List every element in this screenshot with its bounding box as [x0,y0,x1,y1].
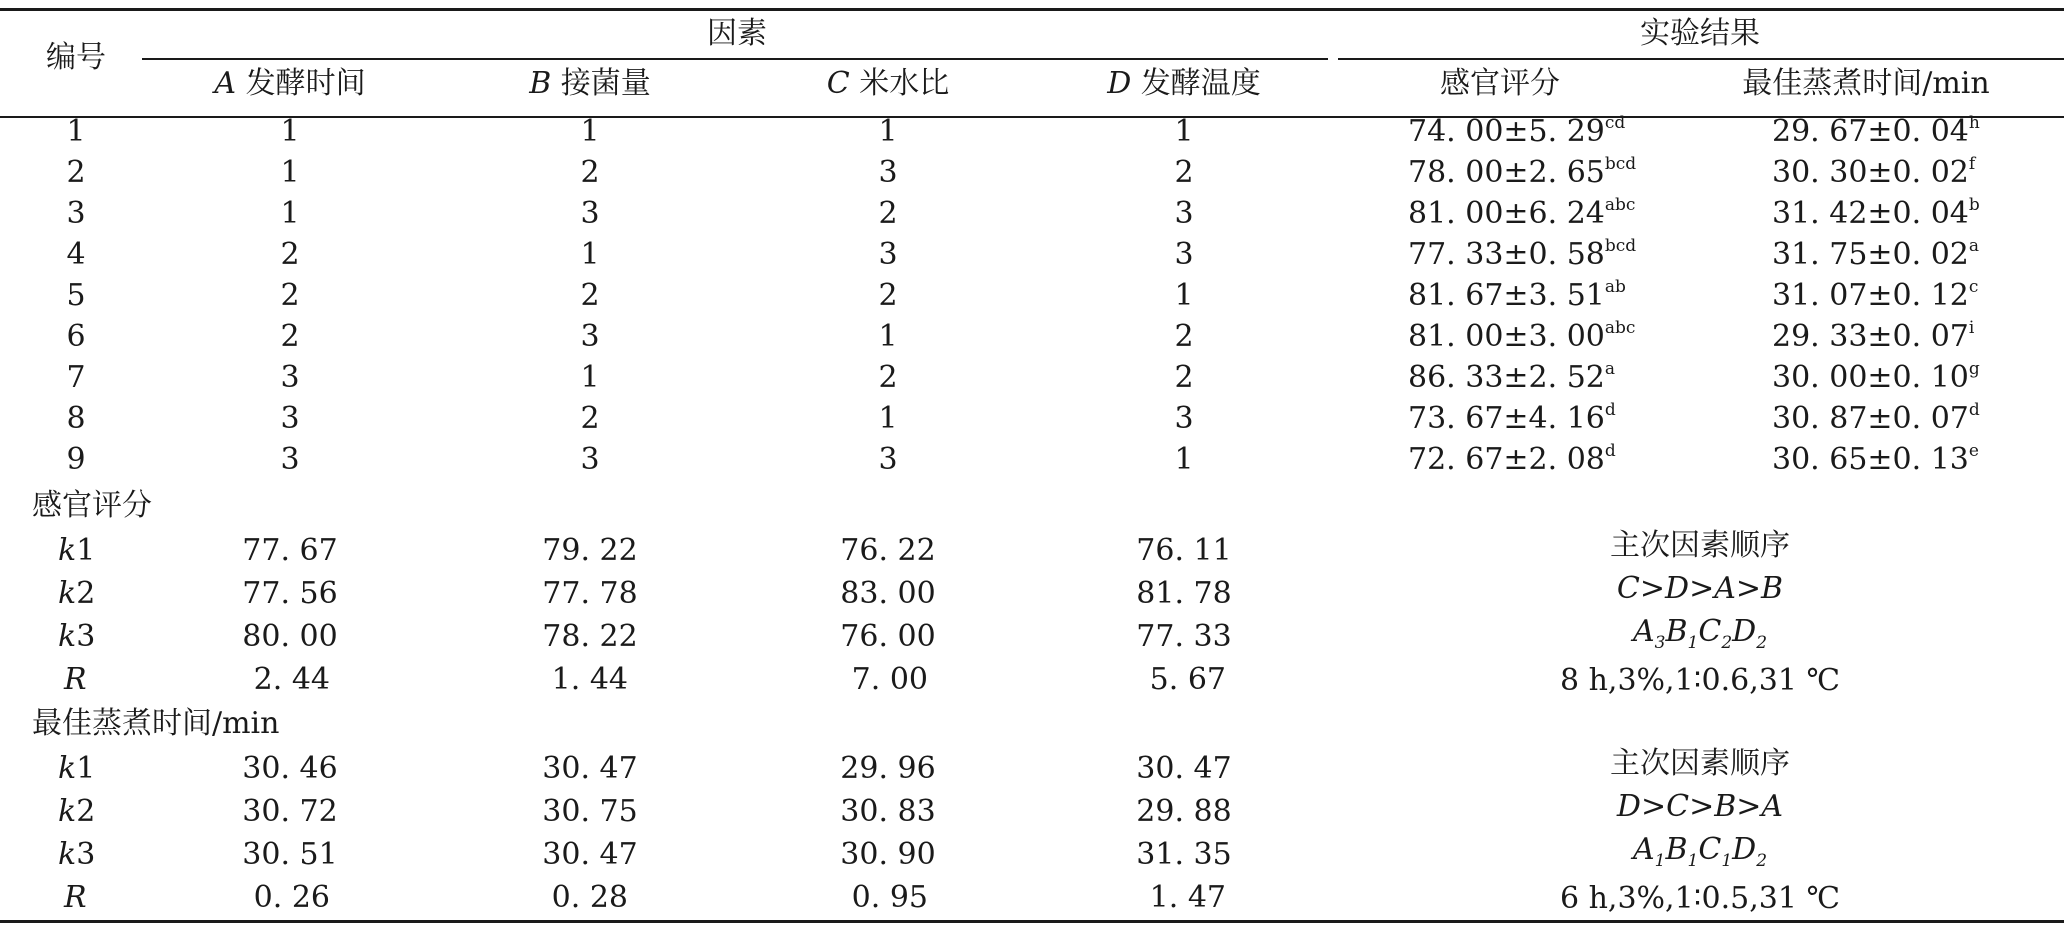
cell-cook [1772,360,1980,396]
cell-d: 3 [1174,196,1194,231]
cell-b: 1 [580,237,600,272]
score-letters: bcd [1604,154,1637,174]
stat-c: 7. 00 [851,662,928,697]
table-bottom-rule [0,920,2064,923]
cook-letters: h [1968,113,1980,133]
cook-letters: a [1968,236,1980,256]
cell-score [1408,155,1636,191]
header-factors: 因素 [707,16,767,51]
cell-b: 2 [580,155,600,190]
cell-d: 3 [1174,237,1194,272]
cell-b: 3 [580,319,600,354]
stat-label: R [64,662,87,697]
score-value: 86. 33±2. 52 [1408,360,1605,395]
cell-a: 3 [280,442,300,477]
cell-c: 3 [878,442,898,477]
cell-c: 1 [878,319,898,354]
stat-d: 29. 88 [1136,794,1232,829]
stat-label-letter: k [58,751,77,786]
stat-c: 76. 00 [840,619,936,654]
score-value: 78. 00±2. 65 [1408,155,1605,190]
header-col-a-label: 发酵时间 [245,66,366,101]
header-col-d-letter: D [1107,66,1132,101]
cell-score [1408,278,1626,314]
sensory-combo: $A_3B_1C_2D_2$ [1632,614,1768,653]
cell-no: 2 [66,155,86,190]
cell-score [1408,319,1635,355]
cook-value: 30. 87±0. 07 [1772,401,1969,436]
sensory-order-label: 主次因素顺序 [1610,528,1790,563]
header-col-c-label: 米水比 [859,66,950,101]
cell-cook [1772,196,1980,232]
cook-letters: i [1968,318,1975,338]
stat-label-index: 1 [76,751,96,786]
header-col-b-label: 接菌量 [560,66,651,101]
stat-label-letter: k [58,837,77,872]
stat-c: 30. 83 [840,794,936,829]
header-col-b-letter: B [529,66,552,101]
stat-c: 0. 95 [851,880,928,915]
stat-label-letter: k [58,619,77,654]
stat-b: 78. 22 [542,619,638,654]
cooking-order: D>C>B>A [1616,789,1784,824]
cell-score [1408,114,1625,150]
score-letters: a [1604,359,1616,379]
stat-a: 30. 46 [242,751,338,786]
stat-d: 77. 33 [1136,619,1232,654]
stat-b: 30. 47 [542,751,638,786]
header-cook-time: 最佳蒸煮时间/min [1742,66,1990,101]
cell-d: 1 [1174,114,1194,149]
stat-b: 79. 22 [542,533,638,568]
cell-c: 1 [878,401,898,436]
cell-c: 2 [878,196,898,231]
stat-a: 77. 56 [242,576,338,611]
cooking-combo: $A_1B_1C_1D_2$ [1632,832,1768,871]
cell-no: 9 [66,442,86,477]
stat-label [58,619,95,655]
score-value: 81. 67±3. 51 [1408,278,1605,313]
cell-d: 1 [1174,278,1194,313]
stat-a: 0. 26 [253,880,330,915]
cell-b: 3 [580,196,600,231]
cell-c: 2 [878,278,898,313]
stat-a: 80. 00 [242,619,338,654]
header-col-c [827,66,950,102]
cook-letters: f [1968,154,1976,174]
cell-cook [1772,401,1980,437]
cell-d: 2 [1174,360,1194,395]
stat-b: 30. 47 [542,837,638,872]
section-title-cooking: 最佳蒸煮时间/min [32,706,280,741]
stat-label-letter: k [58,533,77,568]
header-col-c-letter: C [826,66,850,101]
score-letters: abc [1604,318,1636,338]
stat-label-index: 2 [76,794,96,829]
stat-a: 77. 67 [242,533,338,568]
score-letters: ab [1604,277,1626,297]
stat-label-letter: k [58,576,77,611]
cell-c: 3 [878,237,898,272]
cell-cook [1772,319,1974,355]
header-col-b [529,66,651,102]
cell-d: 1 [1174,442,1194,477]
cook-value: 30. 30±0. 02 [1772,155,1969,190]
stat-d: 30. 47 [1136,751,1232,786]
cell-a: 3 [280,401,300,436]
stat-a: 2. 44 [253,662,330,697]
cook-value: 30. 00±0. 10 [1772,360,1969,395]
stat-label: R [64,880,87,915]
score-letters: bcd [1604,236,1637,256]
cell-d: 2 [1174,319,1194,354]
stat-label-index: 3 [76,619,96,654]
cell-score [1408,360,1615,396]
header-col-a [214,66,365,102]
cell-no: 1 [66,114,86,149]
stat-b: 1. 44 [551,662,628,697]
cook-letters: c [1968,277,1979,297]
stat-label-letter: k [58,794,77,829]
cell-c: 3 [878,155,898,190]
cooking-order-label: 主次因素顺序 [1610,746,1790,781]
cell-score [1408,237,1636,273]
cook-value: 30. 65±0. 13 [1772,442,1969,477]
cook-value: 31. 42±0. 04 [1772,196,1969,231]
stat-a: 30. 72 [242,794,338,829]
header-bottom-rule [0,116,2064,118]
score-value: 73. 67±4. 16 [1408,401,1605,436]
stat-label [58,751,95,787]
cook-letters: g [1968,359,1980,379]
cell-cook [1772,114,1980,150]
stat-label-index: 1 [76,533,96,568]
stat-label [58,837,95,873]
cook-letters: e [1968,441,1979,461]
sensory-condition: 8 h,3%,1∶0.6,31 ℃ [1559,663,1841,698]
stat-b: 30. 75 [542,794,638,829]
score-letters: d [1604,400,1616,420]
header-score: 感官评分 [1440,66,1560,101]
cell-a: 2 [280,278,300,313]
cell-score [1408,401,1616,437]
cell-score [1408,196,1635,232]
sensory-order: C>D>A>B [1616,571,1784,606]
cell-no: 4 [66,237,86,272]
stat-d: 76. 11 [1136,533,1232,568]
cell-cook [1772,237,1979,273]
score-value: 77. 33±0. 58 [1408,237,1605,272]
cell-b: 2 [580,278,600,313]
cell-no: 3 [66,196,86,231]
cell-no: 7 [66,360,86,395]
score-letters: d [1604,441,1616,461]
stat-a: 30. 51 [242,837,338,872]
cell-d: 3 [1174,401,1194,436]
cell-score [1408,442,1616,478]
stat-label-index: 2 [76,576,96,611]
cell-b: 1 [580,114,600,149]
cook-value: 31. 75±0. 02 [1772,237,1969,272]
header-col-d [1107,66,1261,102]
score-letters: abc [1604,195,1636,215]
stat-d: 1. 47 [1149,880,1226,915]
stat-d: 81. 78 [1136,576,1232,611]
cell-no: 5 [66,278,86,313]
cell-a: 2 [280,237,300,272]
stat-c: 83. 00 [840,576,936,611]
cell-a: 1 [280,155,300,190]
score-letters: cd [1604,113,1626,133]
section-title-sensory: 感官评分 [32,488,152,523]
cell-cook [1772,155,1975,191]
score-value: 81. 00±6. 24 [1408,196,1605,231]
cell-a: 3 [280,360,300,395]
cell-a: 1 [280,114,300,149]
cell-b: 1 [580,360,600,395]
cell-cook [1772,442,1979,478]
cell-a: 1 [280,196,300,231]
score-value: 74. 00±5. 29 [1408,114,1605,149]
cook-value: 31. 07±0. 12 [1772,278,1969,313]
cell-b: 2 [580,401,600,436]
cook-value: 29. 67±0. 04 [1772,114,1969,149]
stat-label [58,533,95,569]
header-col-d-label: 发酵温度 [1140,66,1261,101]
cooking-condition: 6 h,3%,1∶0.5,31 ℃ [1559,881,1841,916]
cell-cook [1772,278,1978,314]
stat-label [58,794,95,830]
cook-value: 29. 33±0. 07 [1772,319,1969,354]
stat-b: 77. 78 [542,576,638,611]
stat-label [58,576,95,612]
cell-no: 8 [66,401,86,436]
score-value: 72. 67±2. 08 [1408,442,1605,477]
stat-c: 76. 22 [840,533,936,568]
header-col-a-letter: A [214,66,237,101]
stat-label-index: 3 [76,837,96,872]
cook-letters: d [1968,400,1980,420]
stat-b: 0. 28 [551,880,628,915]
cell-a: 2 [280,319,300,354]
header-results: 实验结果 [1640,16,1760,51]
cook-letters: b [1968,195,1980,215]
table-top-rule [0,8,2064,11]
factors-underline [142,58,1328,60]
cell-no: 6 [66,319,86,354]
cell-c: 2 [878,360,898,395]
score-value: 81. 00±3. 00 [1408,319,1605,354]
results-underline [1338,58,2064,60]
cell-d: 2 [1174,155,1194,190]
cell-b: 3 [580,442,600,477]
cell-c: 1 [878,114,898,149]
stat-d: 5. 67 [1149,662,1226,697]
stat-d: 31. 35 [1136,837,1232,872]
stat-c: 30. 90 [840,837,936,872]
header-no: 编号 [46,40,106,75]
stat-c: 29. 96 [840,751,936,786]
